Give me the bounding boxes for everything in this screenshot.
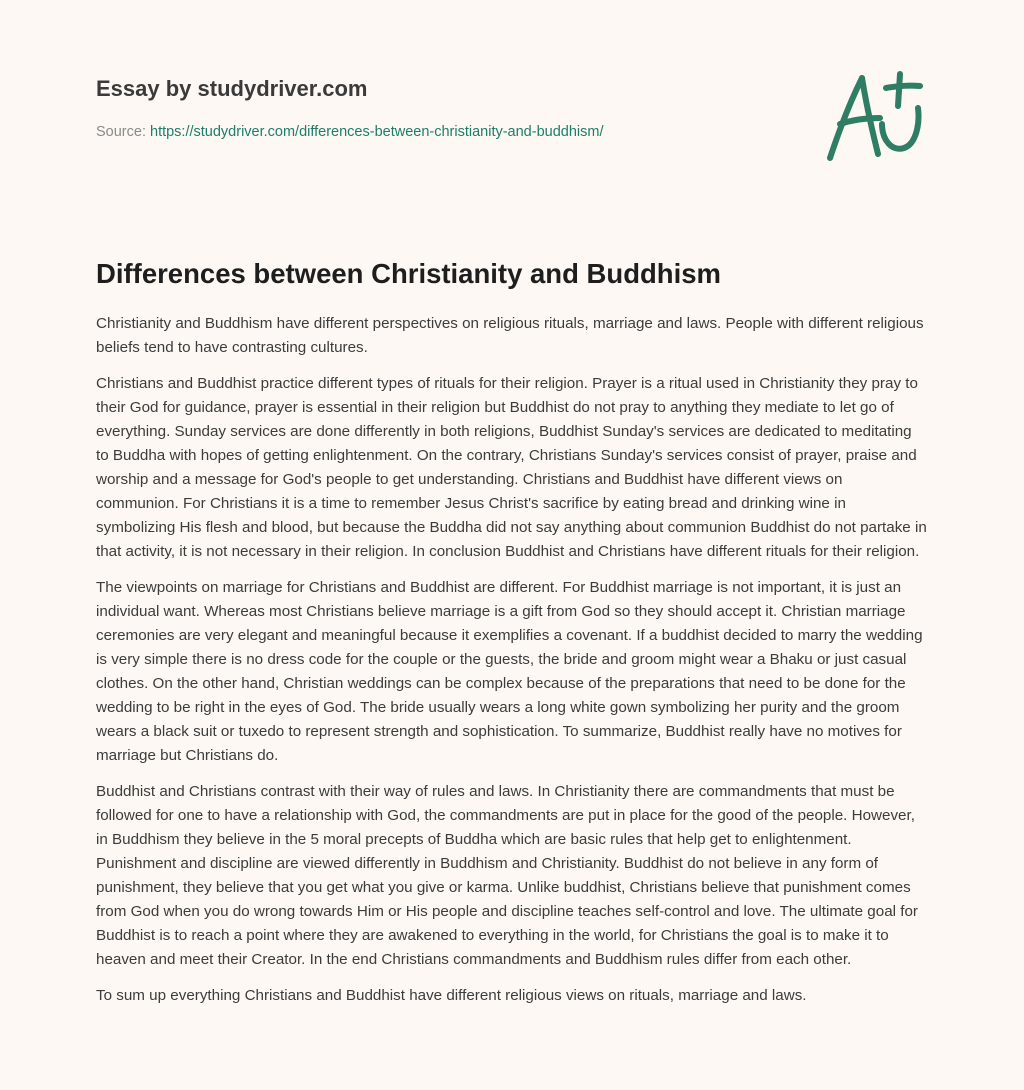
source-link[interactable]: https://studydriver.com/differences-between-christianity-and-buddhism/ xyxy=(150,124,604,140)
essay-paragraph-2: Christians and Buddhist practice different types of rituals for their religion. Prayer is a ritual used in Christianity they pray to their God for guidance, prayer is essential in their religion but Buddhist do not pray to anything they mediate to let go of everything. Sunday services are done differently in both religions, Buddhist Sunday's services are dedicated to meditating to Buddha with hopes of getting enlightenment. On the contrary, Christians Sunday's services consist of prayer, praise and worship and a message for God's people to get understanding. Christians and Buddhist have different views on communion. For Christians it is a time to remember Jesus Christ's sacrifice by eating bread and drinking wine in symbolizing His flesh and blood, but because the Buddha did not say anything about communion Buddhist do not partake in that activity, it is not necessary in their religion. In conclusion Buddhist and Christians have different rituals for their religion. xyxy=(96,375,927,560)
essay-paragraph-5: To sum up everything Christians and Buddhist have different religious views on rituals, marriage and laws. xyxy=(96,987,807,1004)
essay-content xyxy=(96,254,928,1020)
source-label: Source: xyxy=(96,124,150,140)
a-plus-logo-icon xyxy=(822,68,926,164)
source-line xyxy=(96,122,796,142)
essay-paragraph-3: The viewpoints on marriage for Christians and Buddhist are different. For Buddhist marriage is not important, it is just an individual want. Whereas most Christians believe marriage is a gift from God so they should accept it. Christian marriage ceremonies are very elegant and meaningful because it exemplifies a covenant. If a buddhist decided to marry the wedding is very simple there is no dress code for the couple or the guests, the bride and groom might wear a Bhaku or just casual clothes. On the other hand, Christian weddings can be complex because of the preparations that need to be done for the wedding to be right in the eyes of God. The bride usually wears a long white gown symbolizing her purity and the groom wears a black suit or tuxedo to represent strength and sophistication. To summarize, Buddhist really have no motives for marriage but Christians do. xyxy=(96,579,923,764)
essay-paragraph-4: Buddhist and Christians contrast with their way of rules and laws. In Christianity there are commandments that must be followed for one to have a relationship with God, the commandments are put in place for the good of the people. However, in Buddhism they believe in the 5 moral precepts of Buddha which are basic rules that help get to enlightenment. Punishment and discipline are viewed differently in Buddhism and Christianity. Buddhist do not believe in any form of punishment, they believe that you get what you give or karma. Unlike buddhist, Christians believe that punishment comes from God when you do wrong towards Him or His people and discipline teaches self-control and love. The ultimate goal for Buddhist is to reach a point where they are awakened to everything in the world, for Christians the goal is to make it to heaven and meet their Creator. In the end Christians commandments and Buddhism rules differ from each other. xyxy=(96,783,918,968)
essay-title: Differences between Christianity and Buddhism xyxy=(96,258,721,289)
site-title: Essay by studydriver.com xyxy=(96,76,368,101)
essay-paragraph-1: Christianity and Buddhism have different perspectives on religious rituals, marriage and laws. People with different religious beliefs tend to have contrasting cultures. xyxy=(96,315,924,356)
page-header xyxy=(96,74,796,142)
